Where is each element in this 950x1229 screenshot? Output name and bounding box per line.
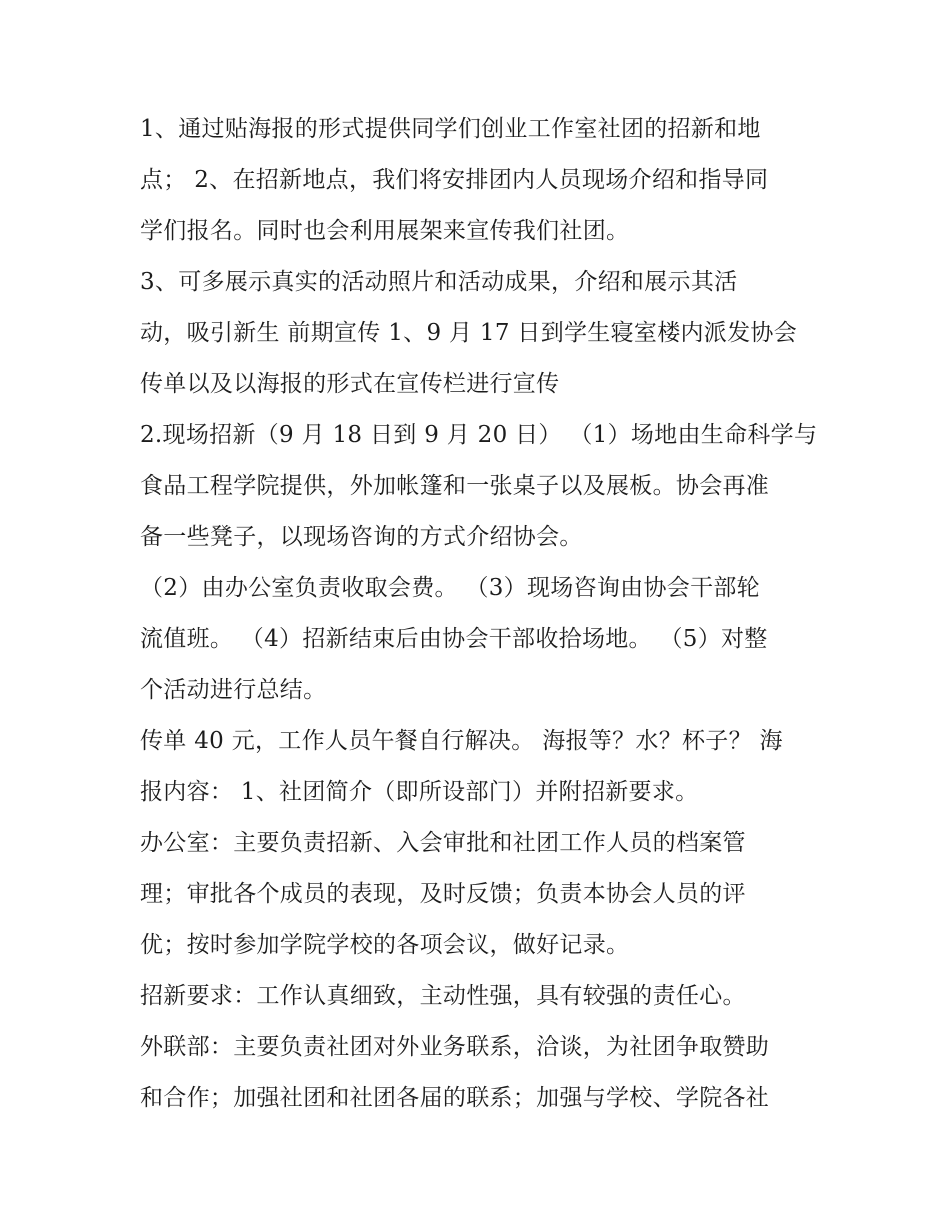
text-line-9: 备一些凳子，以现场咨询的方式介绍协会。	[140, 524, 583, 550]
text-line-1: 1、通过贴海报的形式提供同学们创业工作室社团的招新和地	[140, 116, 761, 142]
text-line-15: 办公室：主要负责招新、入会审批和社团工作人员的档案管	[140, 830, 746, 856]
text-line-14: 报内容： 1、社团简介（即所设部门）并附招新要求。	[140, 779, 699, 805]
text-line-7: 2.现场招新（9 月 18 日到 9 月 20 日） （1）场地由生命科学与	[140, 422, 818, 448]
text-line-11: 流值班。 （4）招新结束后由协会干部收拾场地。 （5）对整	[140, 626, 768, 652]
text-line-3: 学们报名。同时也会利用展架来宣传我们社团。	[140, 218, 630, 244]
text-line-13: 传单 40 元，工作人员午餐自行解决。 海报等？水？杯子？ 海	[140, 728, 783, 754]
text-line-4: 3、可多展示真实的活动照片和活动成果，介绍和展示其活	[140, 269, 738, 295]
text-line-19: 外联部：主要负责社团对外业务联系，洽谈，为社团争取赞助	[140, 1034, 770, 1060]
text-line-20: 和合作；加强社团和社团各届的联系；加强与学校、学院各社	[140, 1085, 770, 1111]
text-line-2: 点； 2、在招新地点，我们将安排团内人员现场介绍和指导同	[140, 167, 769, 193]
text-line-16: 理；审批各个成员的表现，及时反馈；负责本协会人员的评	[140, 881, 746, 907]
text-line-10: （2）由办公室负责收取会费。 （3）现场咨询由协会干部轮	[140, 575, 760, 601]
document-body	[140, 104, 820, 1124]
text-line-17: 优；按时参加学院学校的各项会议，做好记录。	[140, 932, 630, 958]
text-line-8: 食品工程学院提供，外加帐篷和一张桌子以及展板。协会再准	[140, 473, 770, 499]
text-line-5: 动，吸引新生 前期宣传 1、9 月 17 日到学生寝室楼内派发协会	[140, 320, 797, 346]
text-line-18: 招新要求：工作认真细致，主动性强，具有较强的责任心。	[140, 983, 746, 1009]
text-line-12: 个活动进行总结。	[140, 677, 327, 703]
text-line-6: 传单以及以海报的形式在宣传栏进行宣传	[140, 371, 560, 397]
